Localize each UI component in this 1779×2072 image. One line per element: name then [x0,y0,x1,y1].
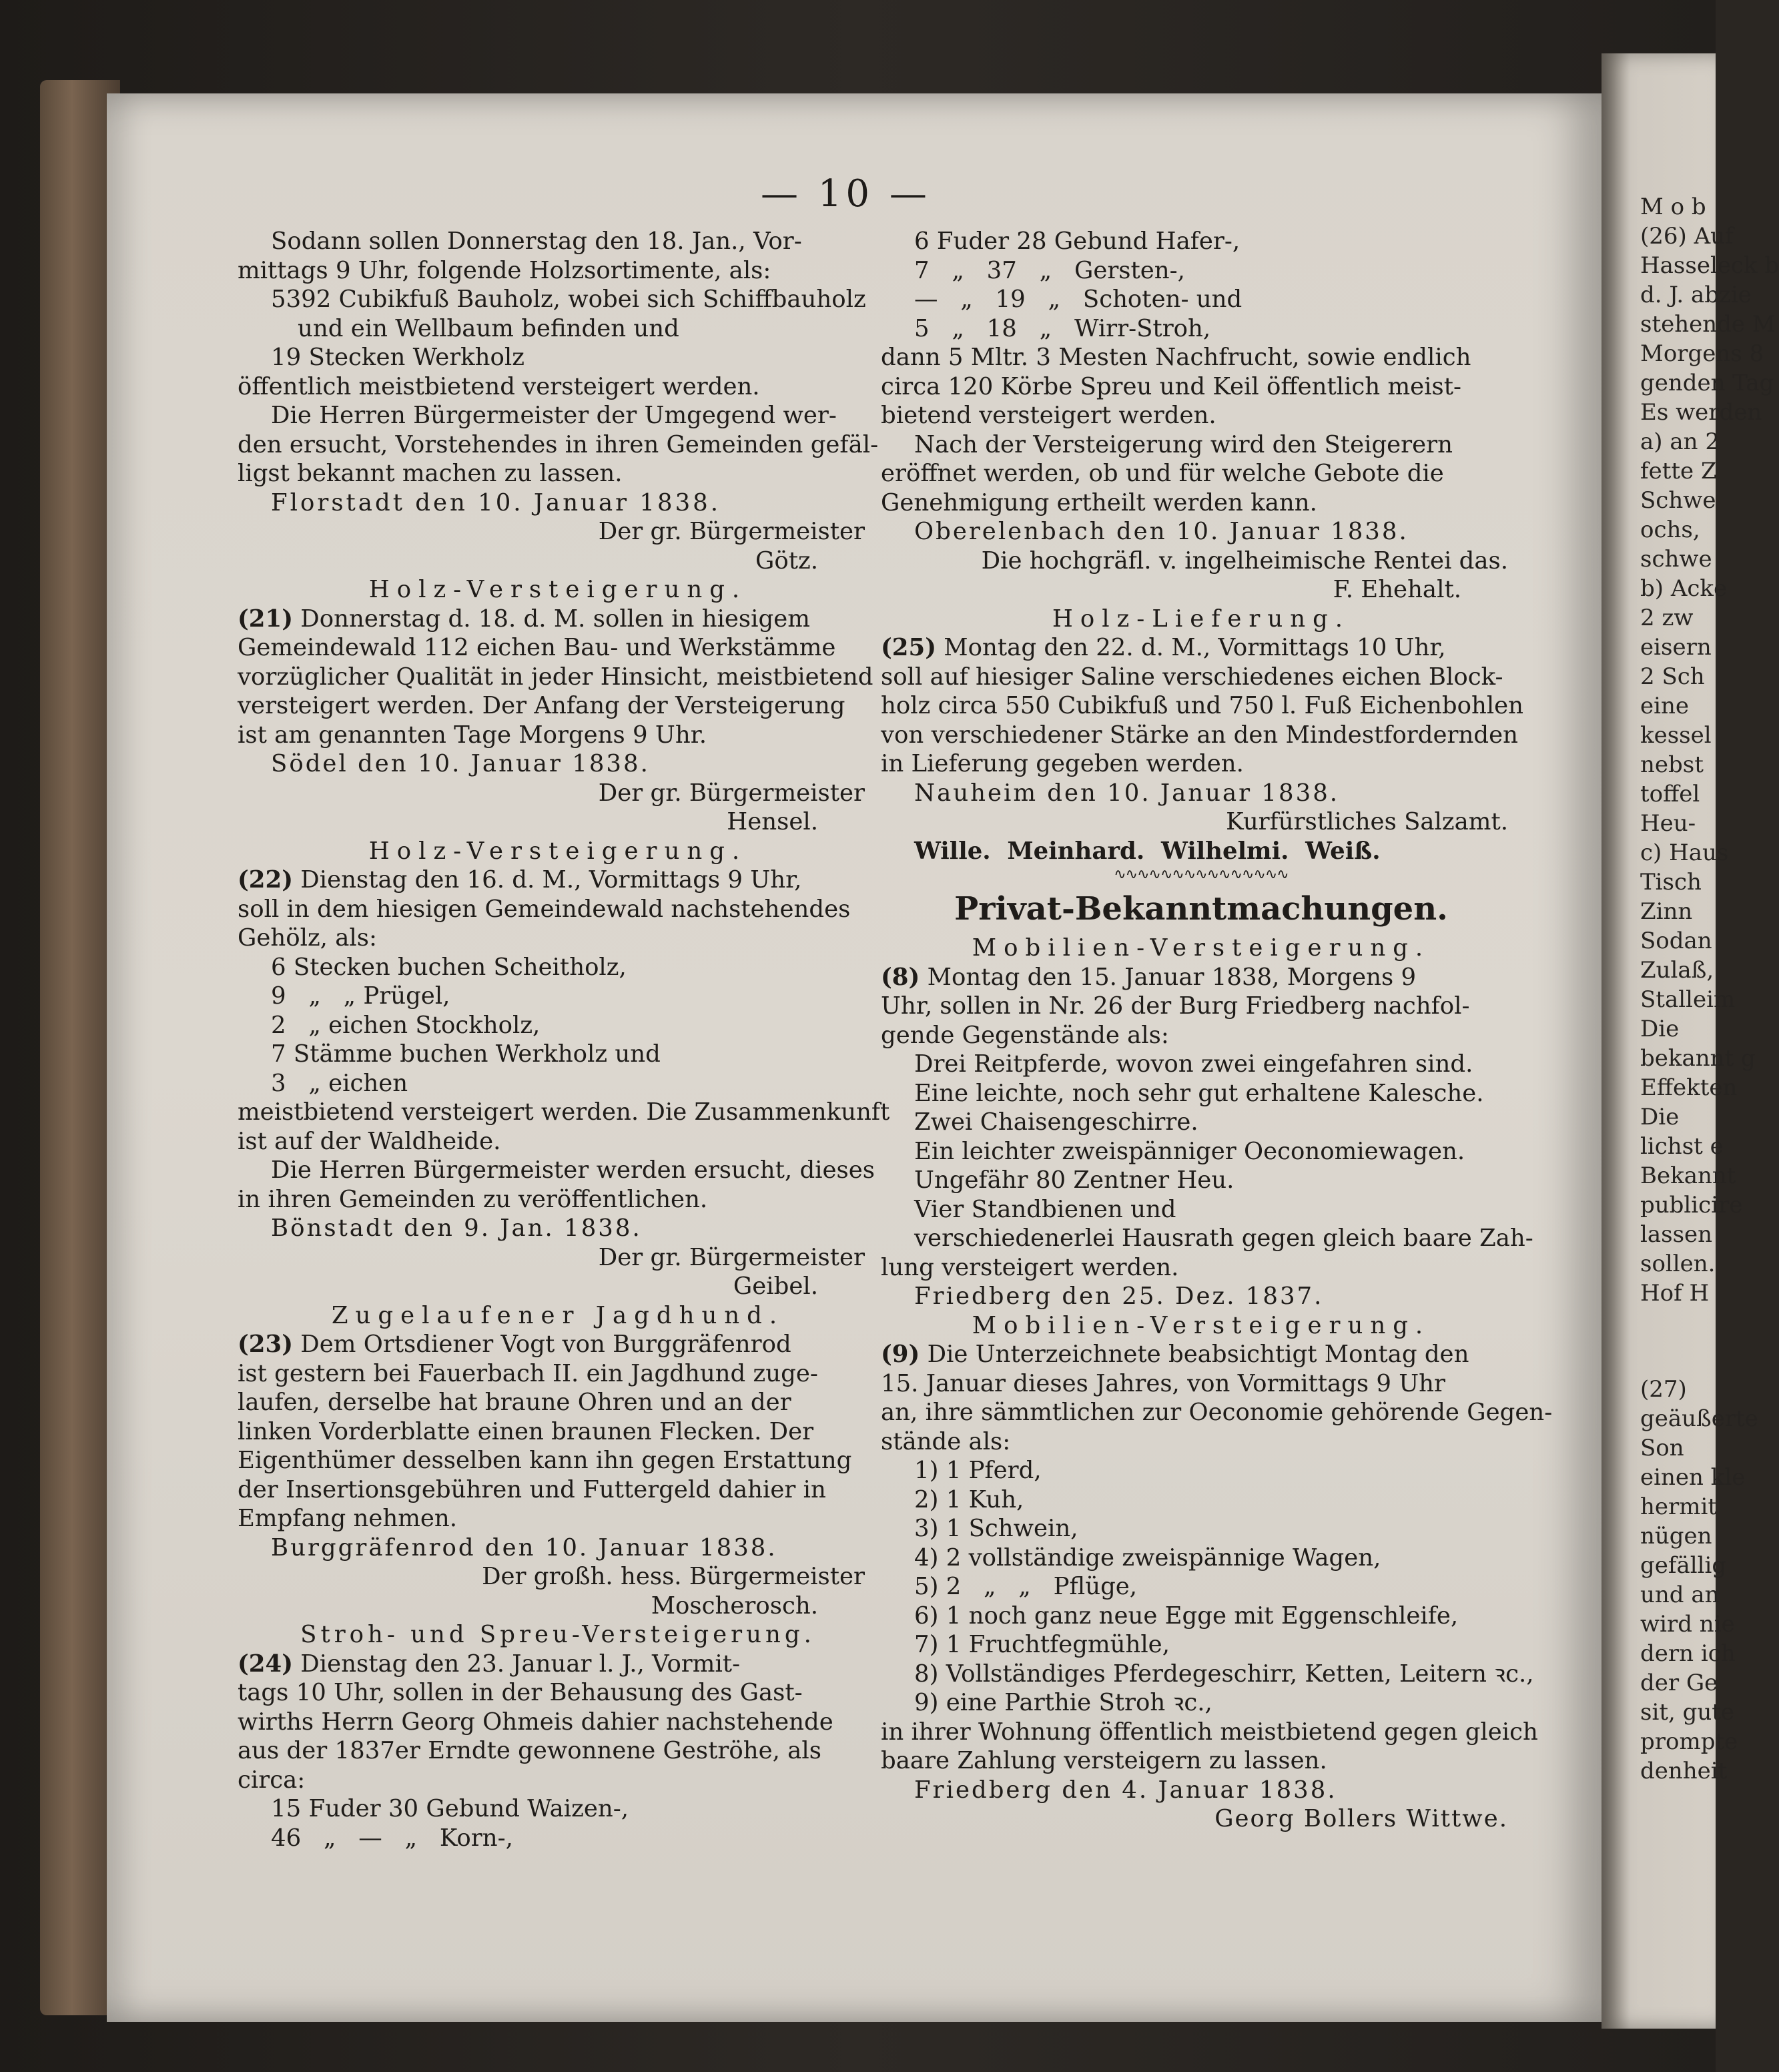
notice-heading: Mobilien-Versteigerung. [972,934,1431,962]
signature-title: Die hochgräfl. v. ingelheimische Rentei das. [981,547,1508,575]
facing-page-fragment: stehende M [1640,311,1776,338]
facing-page-fragment: (26) Auf [1640,223,1734,250]
facing-page-fragment: geäußerte [1640,1405,1758,1432]
text-line: von verschiedener Stärke an den Mindestfordernden [881,721,1518,749]
text-line: in ihren Gemeinden zu veröffentlichen. [238,1185,708,1213]
notice-heading: Mobilien-Versteigerung. [972,1311,1431,1339]
text-line: Dienstag den 16. d. M., Vormittags 9 Uhr, [300,866,802,894]
facing-page-fragment: 2 Sch [1640,663,1705,690]
text-line: Nach der Versteigerung wird den Steigerern [914,430,1453,458]
text-line: Gemeindewald 112 eichen Bau- und Werkstämme [238,634,836,661]
facing-page-fragment: Hasseleck b [1640,252,1779,279]
signature-title: Kurfürstliches Salzamt. [1226,808,1508,835]
signature-name: Götz. [755,547,818,575]
list-item: 7) 1 Fruchtfegmühle, [914,1631,1170,1658]
facing-page-fragment: fette Z [1640,458,1717,484]
signature-names: Wille. Meinhard. Wilhelmi. Weiß. [914,837,1381,865]
notice-number: (8) [881,963,920,991]
facing-page-fragment: eine [1640,693,1690,719]
facing-page-fragment: gefällig [1640,1552,1727,1579]
list-item: Ein leichter zweispänniger Oeconomiewagen. [914,1137,1465,1165]
text-line: wirths Herrn Georg Ohmeis dahier nachstehende [238,1708,833,1736]
text-line: der Insertionsgebühren und Futtergeld dahier in [238,1475,826,1503]
facing-page-fragment: lichst e [1640,1133,1724,1160]
text-line: Die Unterzeichnete beabsichtigt Montag den [927,1341,1469,1368]
facing-page-fragment: Stalleim [1640,986,1736,1013]
list-item: 2 „ eichen Stockholz, [271,1011,541,1039]
facing-page-fragment: kessel [1640,722,1712,749]
facing-page-fragment: Heu- [1640,810,1696,837]
facing-page-fragment: Die [1640,1104,1680,1130]
text-line: tags 10 Uhr, sollen in der Behausung des Gast- [238,1679,803,1706]
list-item: 5) 2 „ „ Pflüge, [914,1573,1138,1600]
text-line: Eigenthümer desselben kann ihn gegen Erstattung [238,1447,852,1474]
notice-heading: Holz-Versteigerung. [368,576,747,603]
text-line: lung versteigert werden. [881,1253,1179,1281]
facing-page-fragment: denheit [1640,1758,1728,1784]
text-line: Montag den 15. Januar 1838, Morgens 9 [927,963,1417,991]
facing-page-fragment: d. J. abzie [1640,282,1752,308]
text-line: Die Herren Bürgermeister werden ersucht, dieses [271,1156,875,1184]
list-item: Drei Reitpferde, wovon zwei eingefahren sind. [914,1050,1473,1078]
list-item: 8) Vollständiges Pferdegeschirr, Ketten, Leitern ꝛc., [914,1660,1534,1688]
facing-page-fragment: Sodan [1640,928,1712,954]
list-item: 2) 1 Kuh, [914,1485,1024,1513]
facing-page-fragment: eisern [1640,634,1712,661]
facing-page-fragment: schwe [1640,546,1712,573]
list-item: 6 Stecken buchen Scheitholz, [271,953,627,981]
place-date: Nauheim den 10. Januar 1838. [914,779,1340,807]
list-item: Zwei Chaisengeschirre. [914,1108,1198,1136]
list-item: 3 „ eichen [271,1069,408,1097]
notice-number: (23) [238,1331,293,1358]
notice-number: (9) [881,1341,920,1368]
text-line: ist am genannten Tage Morgens 9 Uhr. [238,721,707,749]
section-title: Privat-Bekanntmachungen. [954,890,1448,928]
facing-page-fragment: sit, gute [1640,1699,1735,1726]
text-line: Dienstag den 23. Januar l. J., Vormit- [300,1650,741,1678]
list-item: Vier Standbienen und [914,1195,1176,1223]
facing-page-fragment: nügen [1640,1523,1712,1549]
list-item: 9) eine Parthie Stroh ꝛc., [914,1689,1212,1716]
list-item: 46 „ — „ Korn-, [271,1824,513,1852]
list-item: 9 „ „ Prügel, [271,982,450,1010]
text-line: 19 Stecken Werkholz [271,344,524,371]
notice-number: (25) [881,634,936,661]
notice-24-continued [881,227,1521,605]
text-line: Uhr, sollen in Nr. 26 der Burg Friedberg nachfol- [881,992,1470,1020]
facing-page-fragment: Bekannt [1640,1162,1736,1189]
list-item: 6) 1 noch ganz neue Egge mit Eggenschleife, [914,1602,1459,1630]
notice-23 [238,1301,878,1621]
signature-name: Moscherosch. [651,1592,818,1620]
text-line: Gehölz, als: [238,924,377,952]
text-line: und ein Wellbaum befinden und [298,314,679,342]
list-item: 15 Fuder 30 Gebund Waizen-, [271,1795,629,1822]
list-item: — „ 19 „ Schoten- und [914,286,1242,313]
facing-page-fragment: genden Tag [1640,370,1774,396]
facing-page-fragment: der Ge [1640,1670,1718,1696]
facing-page-fragment: b) Acke [1640,575,1728,602]
text-line: soll auf hiesiger Saline verschiedenes eichen Block- [881,663,1503,691]
facing-page-fragment: Hof H [1640,1280,1710,1307]
facing-page-fragment: a) an 2 [1640,428,1720,455]
notice-heading: Holz-Versteigerung. [368,837,747,865]
facing-page-fragment: c) Haus [1640,839,1729,866]
signature-name: Hensel. [727,808,818,835]
text-line: in ihrer Wohnung öffentlich meistbietend gegen gleich [881,1718,1538,1746]
text-line: circa 120 Körbe Spreu und Keil öffentlich meist- [881,372,1461,400]
notice-number: (21) [238,605,293,633]
facing-page-fragment: Son [1640,1435,1684,1461]
notice-heading: Zugelaufener Jagdhund. [331,1301,785,1329]
list-item: 4) 2 vollständige zweispännige Wagen, [914,1543,1381,1572]
place-date: Burggräfenrod den 10. Januar 1838. [271,1533,777,1562]
place-date: Florstadt den 10. Januar 1838. [271,488,721,516]
facing-page-fragment: hermit [1640,1493,1718,1520]
text-line: versteigert werden. Der Anfang der Versteigerung [238,692,845,719]
text-line: mittags 9 Uhr, folgende Holzsortimente, als: [238,256,771,284]
facing-page-fragment: wird nie [1640,1611,1735,1638]
list-item: 7 Stämme buchen Werkholz und [271,1040,661,1068]
text-line: ist auf der Waldheide. [238,1127,501,1155]
text-line: vorzüglicher Qualität in jeder Hinsicht, meistbietend [238,663,873,691]
ornament-divider: ∿∿∿∿∿∿∿∿∿∿∿∿∿∿∿ [1114,866,1289,883]
signature-name: F. Ehehalt. [1333,576,1461,603]
text-line: linken Vorderblatte einen braunen Flecken. Der [238,1417,814,1445]
list-item: Ungefähr 80 Zentner Heu. [914,1166,1234,1194]
facing-page-fragment: Effekten [1640,1074,1738,1101]
facing-page-fragment: Es werden [1640,399,1762,426]
facing-page-fragment: Zinn [1640,898,1693,925]
notice-25 [881,605,1524,866]
text-line: Sodann sollen Donnerstag den 18. Jan., Vor- [271,228,802,255]
place-date: Södel den 10. Januar 1838. [271,750,650,777]
list-item: 6 Fuder 28 Gebund Hafer-, [914,228,1240,255]
text-line: bietend versteigert werden. [881,402,1216,429]
private-notice-8 [881,934,1533,1311]
facing-page-fragment: lassen [1640,1221,1713,1248]
facing-page-fragment: sollen. [1640,1251,1716,1277]
intro-notice [238,227,878,575]
right-column [881,227,1553,1834]
text-line: in Lieferung gegeben werden. [881,750,1244,777]
text-line: Dem Ortsdiener Vogt von Burggräfenrod [300,1331,791,1358]
facing-page-fragment: M o b [1640,194,1706,220]
text-line: ligst bekannt machen zu lassen. [238,460,623,487]
place-date: Friedberg den 4. Januar 1838. [914,1776,1337,1804]
text-line: Empfang nehmen. [238,1505,458,1532]
list-item: 7 „ 37 „ Gersten-, [914,256,1185,284]
list-item: 3) 1 Schwein, [914,1515,1078,1542]
facing-page-fragment: Schwe [1640,487,1716,514]
text-line: Die Herren Bürgermeister der Umgegend wer- [271,402,837,429]
signature-name: Georg Bollers Wittwe. [1214,1805,1508,1832]
list-item: 5 „ 18 „ Wirr-Stroh, [914,314,1211,342]
text-line: an, ihre sämmtlichen zur Oeconomie gehörende Gegen- [881,1399,1553,1426]
text-line: Donnerstag d. 18. d. M. sollen in hiesigem [300,605,810,633]
text-line: holz circa 550 Cubikfuß und 750 l. Fuß Eichenbohlen [881,692,1524,719]
text-line: gende Gegenstände als: [881,1021,1169,1049]
text-line: aus der 1837er Erndte gewonnene Geströhe, als [238,1737,821,1764]
place-date: Friedberg den 25. Dez. 1837. [914,1283,1324,1310]
signature-name: Geibel. [733,1273,818,1300]
notice-number: (22) [238,866,293,894]
notice-heading: Stroh- und Spreu-Versteigerung. [300,1621,815,1648]
list-item: 1) 1 Pferd, [914,1457,1042,1484]
notice-21 [238,575,878,837]
place-date: Oberelenbach den 10. Januar 1838. [914,518,1409,545]
text-line: ist gestern bei Fauerbach II. ein Jagdhund zuge- [238,1359,818,1387]
text-line: Montag den 22. d. M., Vormittags 10 Uhr, [944,634,1446,661]
facing-page-fragment: Zulaß, [1640,957,1714,984]
place-date: Bönstadt den 9. Jan. 1838. [271,1215,642,1242]
text-line: circa: [238,1766,306,1794]
list-item: Eine leichte, noch sehr gut erhaltene Kalesche. [914,1079,1484,1107]
page-number: — 10 — [761,172,931,216]
facing-page-fragment: dern ich [1640,1640,1736,1667]
facing-page-fragment: einen kle [1640,1464,1746,1491]
facing-page-fragment: (27) [1640,1376,1687,1403]
facing-page-fragment: Tisch [1640,869,1702,896]
text-line: Genehmigung ertheilt werden kann. [881,488,1317,516]
facing-page-fragment: nebst [1640,751,1704,778]
signature-title: Der großh. hess. Bürgermeister [482,1563,865,1590]
facing-page-fragment: ochs, [1640,516,1700,543]
text-line: eröffnet werden, ob und für welche Gebote die [881,460,1444,487]
text-line: den ersucht, Vorstehendes in ihren Gemeinden gefäl- [238,430,879,458]
text-line: 15. Januar dieses Jahres, von Vormittags 9 Uhr [881,1369,1445,1397]
left-column [238,227,890,1852]
facing-page-fragment: bekannt g [1640,1045,1756,1072]
facing-page-fragment: Die [1640,1016,1680,1042]
text-line: öffentlich meistbietend versteigert werden. [238,372,760,400]
facing-page-fragment: toffel [1640,781,1700,807]
signature-title: Der gr. Bürgermeister [598,1243,865,1271]
text-line: baare Zahlung versteigern zu lassen. [881,1747,1327,1774]
text-line: laufen, derselbe hat braune Ohren und an der [238,1389,791,1416]
facing-page-fragment: prompte [1640,1728,1738,1755]
notice-number: (24) [238,1650,293,1678]
signature-title: Der gr. Bürgermeister [598,779,865,807]
text-line: meistbietend versteigert werden. Die Zusammenkunft [238,1098,890,1126]
notice-heading: Holz-Lieferung. [1052,605,1351,633]
text-line: dann 5 Mltr. 3 Mesten Nachfrucht, sowie endlich [881,344,1471,371]
list-item: verschiedenerlei Hausrath gegen gleich baare Zah- [914,1225,1533,1252]
text-line: 5392 Cubikfuß Bauholz, wobei sich Schiffbauholz [271,286,866,313]
text-line: soll in dem hiesigen Gemeindewald nachstehendes [238,895,851,923]
facing-page-edge [1602,53,1779,2029]
facing-page-fragment: publicire [1640,1192,1743,1219]
facing-page-fragment: 2 zw [1640,605,1694,631]
notice-24 [238,1620,878,1852]
text-line: stände als: [881,1427,1011,1455]
facing-page-fragment: Morgens 8 [1640,340,1764,367]
signature-title: Der gr. Bürgermeister [598,518,865,545]
private-notice-9 [881,1311,1553,1834]
facing-page-fragment: und an [1640,1582,1720,1608]
notice-22 [238,837,890,1301]
